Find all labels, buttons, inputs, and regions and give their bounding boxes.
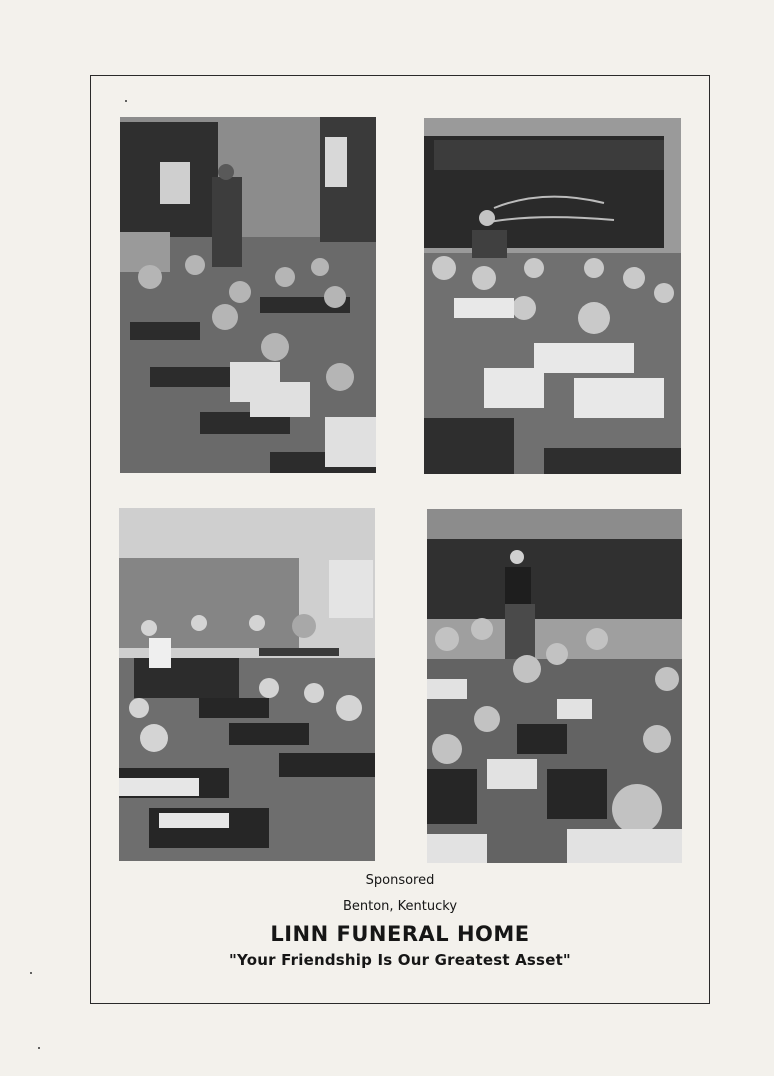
print-speck (30, 972, 32, 974)
print-speck (38, 1047, 40, 1049)
classroom-photo-top-left (120, 117, 376, 473)
classroom-photo-bottom-right (427, 509, 682, 863)
sponsored-label: Sponsored (365, 873, 435, 888)
sponsor-slogan: "Your Friendship Is Our Greatest Asset" (229, 951, 571, 969)
print-speck (125, 100, 127, 102)
sponsor-business-name: LINN FUNERAL HOME (270, 922, 530, 946)
classroom-photo-top-right (424, 118, 681, 474)
classroom-photo-bottom-left (119, 508, 375, 861)
sponsor-location: Benton, Kentucky (342, 899, 458, 914)
